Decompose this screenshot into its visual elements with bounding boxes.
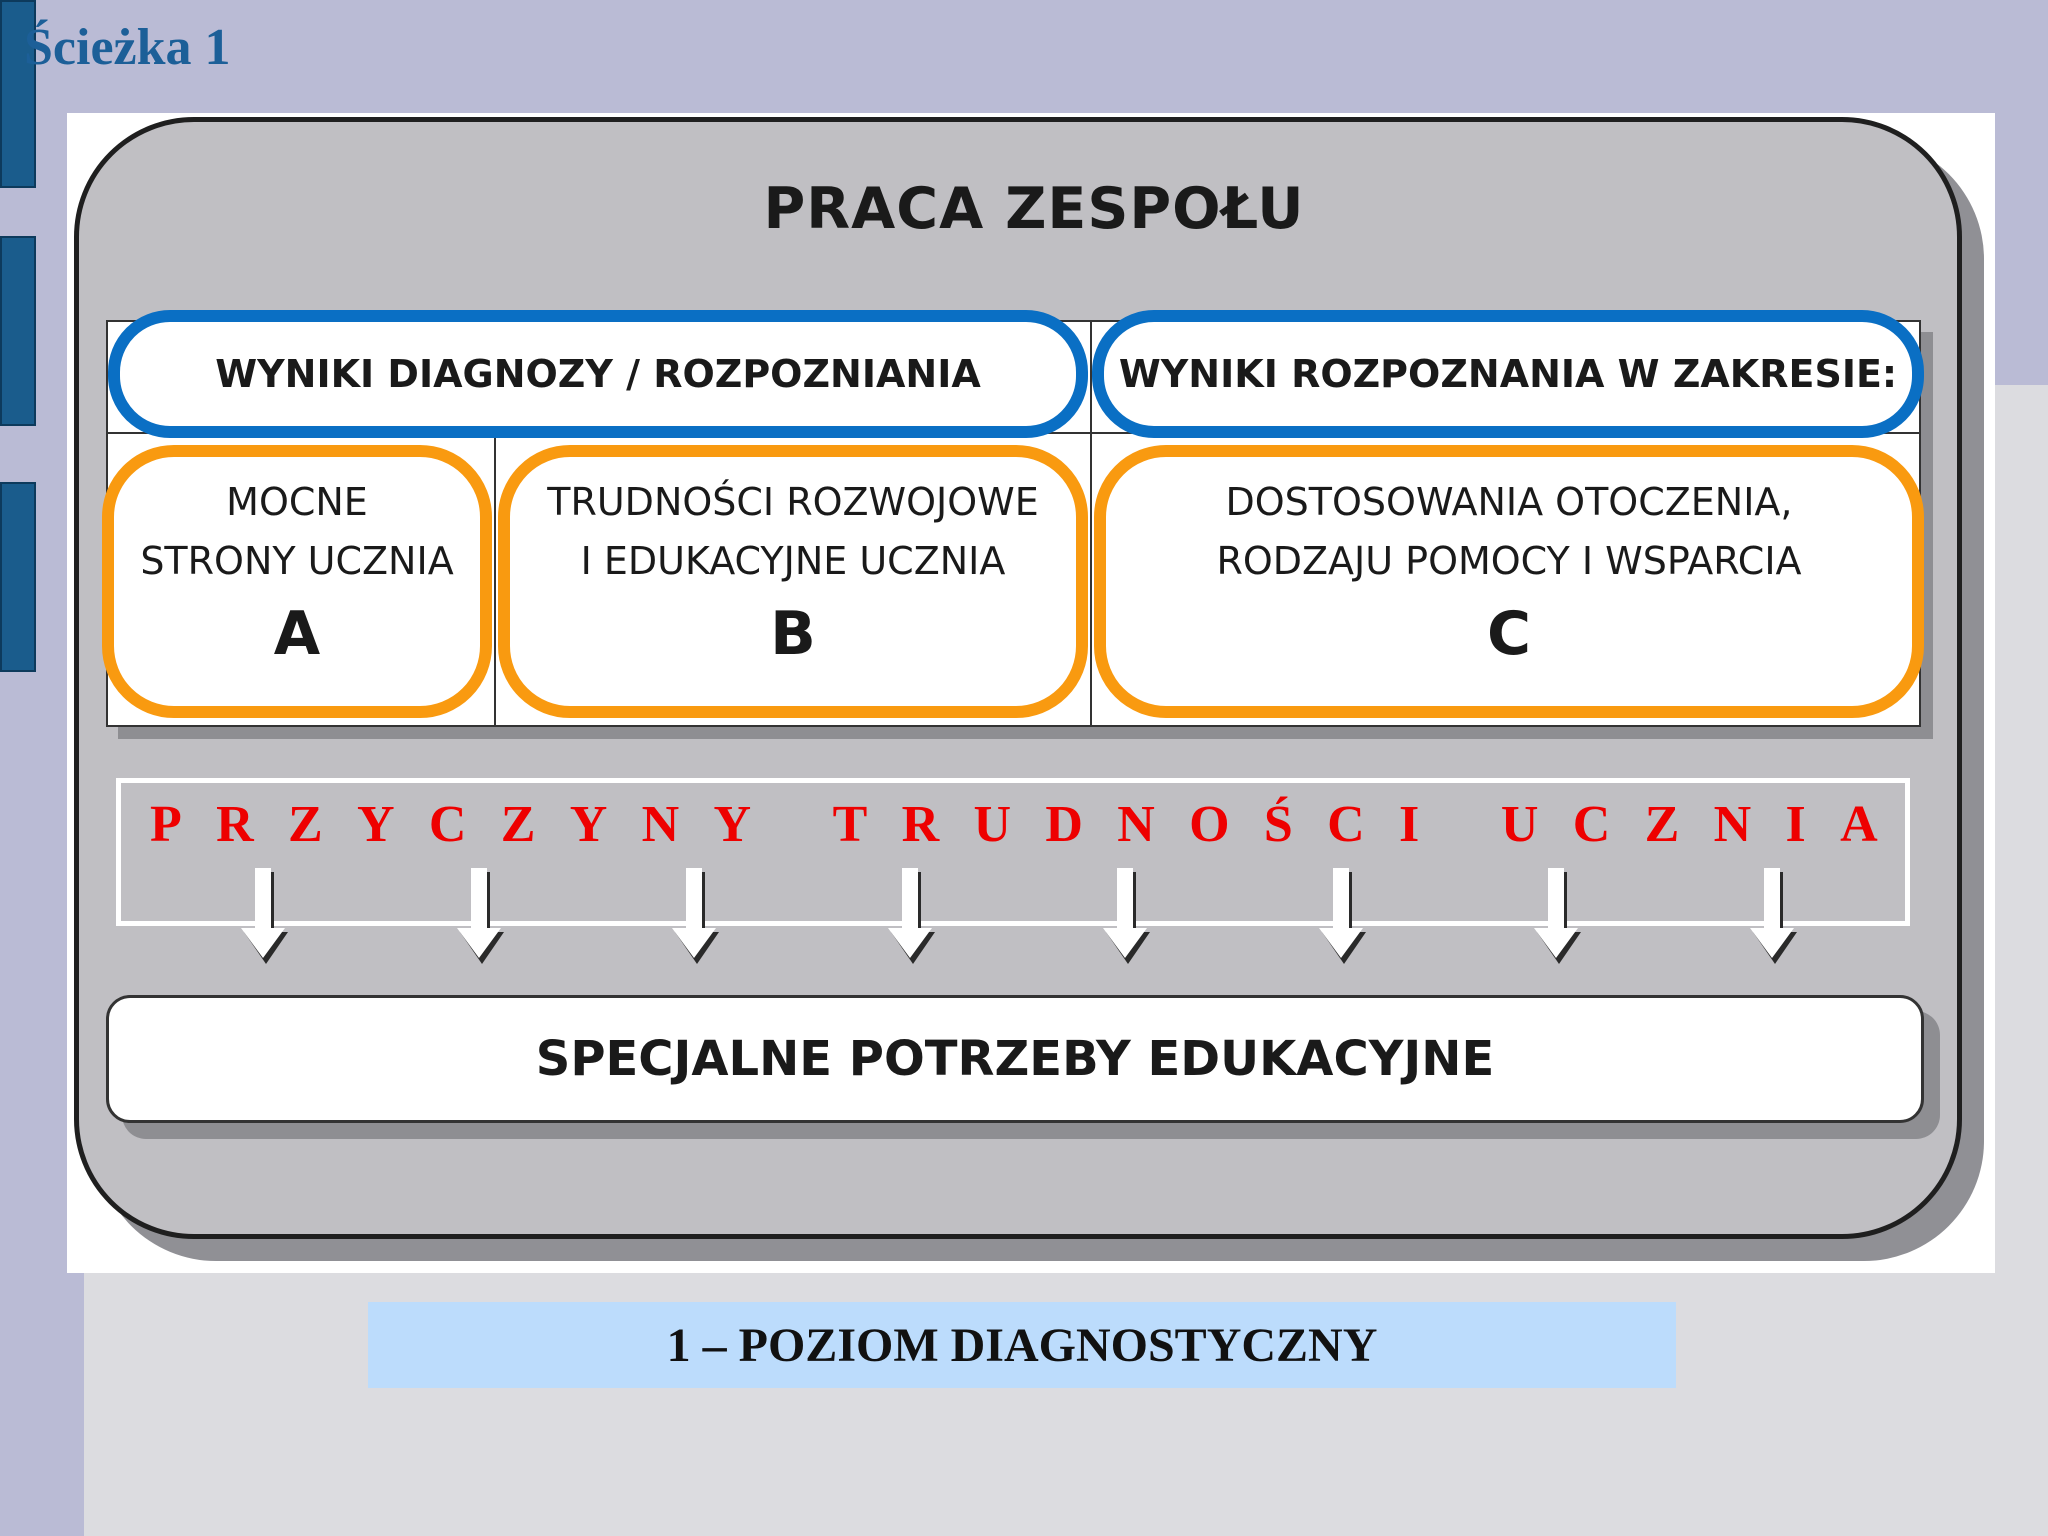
causes-of-difficulties-text: [116, 795, 1910, 854]
down-arrow-icon: [237, 868, 289, 964]
box-c-line-1: DOSTOSOWANIA OTOCZENIA,: [1225, 480, 1793, 524]
causes-letter: R: [216, 796, 254, 853]
grid-divider-1: [494, 432, 496, 727]
side-bar-3: [0, 482, 36, 672]
down-arrow-icon: [668, 868, 720, 964]
box-a-line-2: STRONY UCZNIA: [140, 539, 454, 583]
down-arrow-icon: [1530, 868, 1582, 964]
box-b-line-1: TRUDNOŚCI ROZWOJOWE: [547, 480, 1039, 524]
causes-letter: C: [428, 796, 467, 853]
box-c-line-2: RODZAJU POMOCY I WSPARCIA: [1216, 539, 1802, 583]
header-diagnosis-results: [108, 310, 1088, 438]
box-c-adjustments: [1094, 445, 1924, 718]
causes-letter: N: [641, 796, 680, 853]
causes-letter: C: [1572, 796, 1611, 853]
box-c-letter: C: [1486, 599, 1532, 669]
causes-letter: [785, 795, 798, 854]
causes-letter: [1454, 795, 1467, 854]
box-b-difficulties: [498, 445, 1088, 718]
side-bar-2: [0, 236, 36, 426]
causes-letter: U: [973, 796, 1012, 853]
box-a-strengths: [102, 445, 492, 718]
causes-letter: I: [1399, 796, 1420, 853]
causes-letter: Y: [356, 796, 395, 853]
box-b-letter: B: [770, 599, 816, 669]
caption-label: 1 – POZIOM DIAGNOSTYCZNY: [666, 1318, 1378, 1372]
causes-letter: O: [1189, 796, 1230, 853]
header-recognition-scope: [1092, 310, 1924, 438]
slide-caption: [368, 1302, 1676, 1388]
causes-letter: T: [832, 796, 868, 853]
causes-letter: Z: [287, 796, 323, 853]
diagram-title: PRACA ZESPOŁU: [763, 176, 1305, 242]
causes-letter: A: [1840, 796, 1878, 853]
special-educational-needs-box: [106, 995, 1924, 1123]
header-diagnosis-label: WYNIKI DIAGNOZY / ROZPOZNIANIA: [215, 352, 981, 396]
causes-letter: N: [1117, 796, 1155, 853]
box-a-line-1: MOCNE: [226, 480, 368, 524]
causes-letter: U: [1500, 796, 1539, 853]
down-arrow-icon: [1315, 868, 1367, 964]
special-educational-needs-label: SPECJALNE POTRZEBY EDUKACYJNE: [535, 1031, 1495, 1087]
down-arrow-icon: [884, 868, 936, 964]
causes-letter: Z: [1644, 796, 1680, 853]
down-arrow-icon: [453, 868, 505, 964]
causes-letter: Z: [500, 796, 536, 853]
causes-letter: C: [1327, 796, 1365, 853]
header-recognition-label: WYNIKI ROZPOZNANIA W ZAKRESIE:: [1118, 352, 1898, 396]
down-arrow-icon: [1099, 868, 1151, 964]
causes-letter: N: [1713, 796, 1752, 853]
down-arrow-icon: [1746, 868, 1798, 964]
causes-letter: Ś: [1263, 796, 1293, 853]
causes-letter: D: [1045, 796, 1083, 853]
slide-title: Ścieżka 1: [24, 19, 231, 76]
causes-letter: Y: [569, 796, 608, 853]
box-a-letter: A: [273, 599, 321, 669]
causes-letter: R: [901, 796, 940, 853]
box-b-line-2: I EDUKACYJNE UCZNIA: [580, 539, 1006, 583]
causes-letter: Y: [713, 796, 752, 853]
causes-letter: I: [1785, 796, 1806, 853]
causes-letter: P: [150, 796, 182, 853]
